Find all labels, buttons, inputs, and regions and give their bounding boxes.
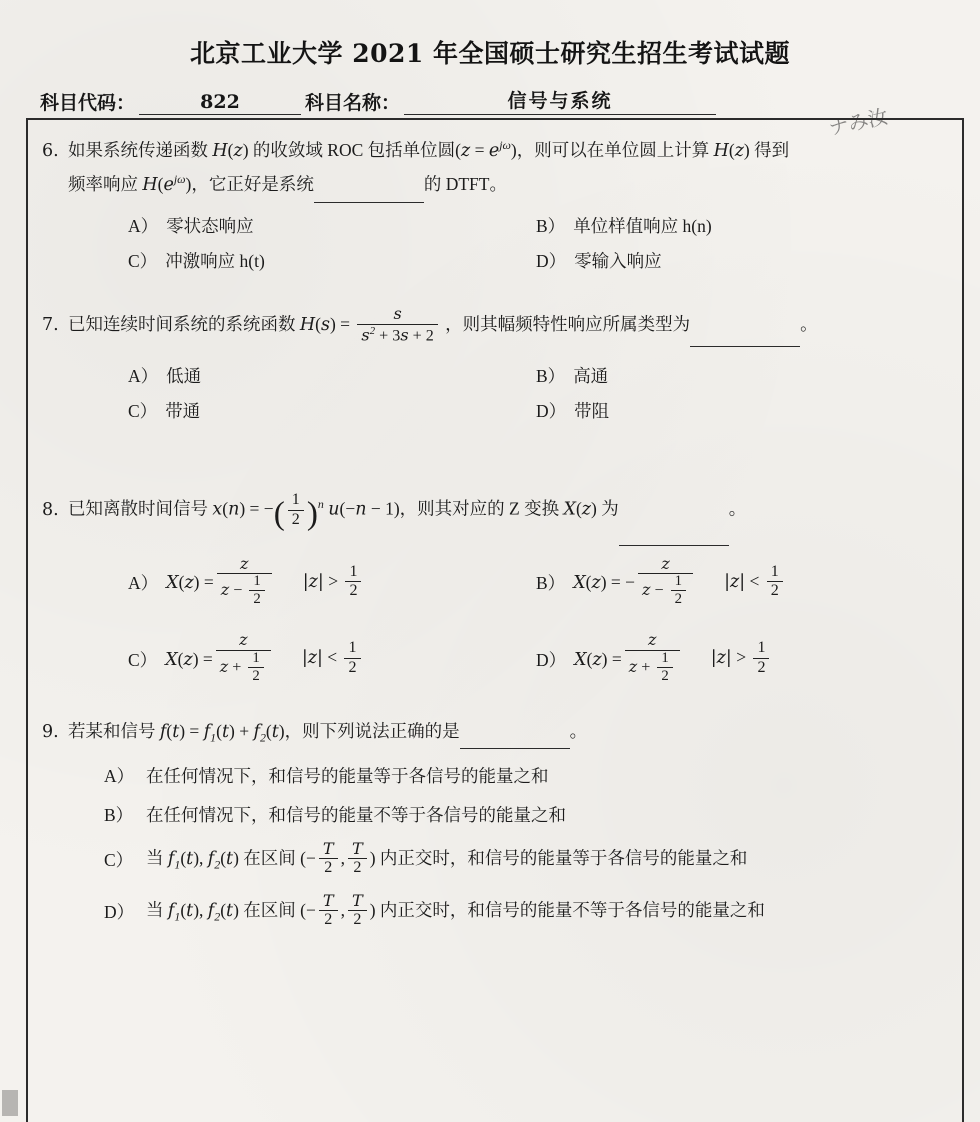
subject-info-row: [0, 70, 980, 115]
question-6-option-c[interactable]: C） 冲激响应 h(t): [128, 251, 265, 272]
page-edge-mark: [2, 1090, 18, 1116]
question-7-option-b[interactable]: B） 高通: [536, 365, 609, 386]
question-7-option-a[interactable]: A） 低通: [128, 365, 202, 386]
question-8-options: [42, 553, 944, 709]
question-9-option-d[interactable]: D） 当 $f_1(t)$, $f_2(t)$ 在区间 (− $\frac{T}{2}$ , $\frac{T}{2}$ ) 内正交时，和信号的能量不等于各信号的能量之和: [104, 890, 765, 929]
question-6-option-d[interactable]: D） 零输入响应: [536, 251, 662, 272]
answer-blank-9[interactable]: [460, 730, 570, 749]
question-8-option-d[interactable]: D） X(z) = z z + $\frac{1}{2}$ |z| > $\frac{1}{2}$: [536, 632, 944, 687]
answer-blank-7[interactable]: [690, 328, 800, 347]
question-9-options: [42, 763, 944, 931]
question-9-text: 若某和信号 $f(t) = f_1(t) + f_2(t)$，则下列说法正确的是 。: [68, 715, 944, 749]
question-8-option-c[interactable]: C） X(z) = z z + $\frac{1}{2}$ |z| < $\frac{1}{2}$: [128, 632, 536, 687]
question-8: [42, 482, 944, 708]
question-frame: [26, 118, 964, 1122]
question-7-option-c[interactable]: C） 带通: [128, 401, 201, 422]
question-8-number: 8.: [42, 500, 59, 521]
question-9-option-b[interactable]: B） 在任何情况下，和信号的能量不等于各信号的能量之和: [104, 804, 566, 825]
question-6-option-a[interactable]: A） 零状态响应: [128, 215, 254, 236]
handwriting-mark-1: ナみ汝: [826, 103, 891, 140]
question-6-text-line2: 频率响应 $H(e^{j\omega})$，它正好是系统 的 DTFT。: [68, 168, 944, 202]
question-6-option-b[interactable]: B） 单位样值响应 h(n): [536, 215, 712, 236]
subject-name-label: 科目名称：: [305, 92, 401, 114]
question-6-text-line1: 如果系统传递函数 H(z) 的收敛域 ROC 包括单位圆$(z = e^{j\omega})$，则可以在单位圆上计算 H(z) 得到: [68, 138, 790, 161]
question-6-options: [42, 209, 944, 281]
question-7-fraction: $\frac{s}{s^2 + 3s + 2}$: [357, 305, 437, 345]
question-9-option-c[interactable]: C） 当 $f_1(t)$, $f_2(t)$ 在区间 (− $\frac{T}{2}$ , $\frac{T}{2}$ ) 内正交时，和信号的能量等于各信号的能量之和: [104, 838, 748, 877]
question-8-option-a[interactable]: A） X(z) = z z − $\frac{1}{2}$ |z| > $\frac{1}{2}$: [128, 556, 536, 611]
question-8-text: 已知离散时间信号 x(n) = −( $\frac{1}{2}$ )$^n$ u(−n − 1)，则其对应的 Z 变换 X(z) 为 。: [68, 482, 944, 545]
question-7: [42, 306, 944, 430]
question-8-option-b[interactable]: B） X(z) = − z z − $\frac{1}{2}$ |z| < $\frac{1}{2}$: [536, 556, 944, 611]
subject-code-value: 822: [139, 91, 301, 115]
question-9-number: 9.: [42, 721, 59, 742]
question-9: [42, 715, 944, 931]
question-7-option-d[interactable]: D） 带阻: [536, 401, 610, 422]
question-7-options: [42, 359, 944, 431]
answer-blank-6[interactable]: [314, 184, 424, 203]
question-7-text: 已知连续时间系统的系统函数 H(s) = $\frac{s}{s^2 + 3s + 2}$ ，则其幅频特性响应所属类型为 。: [68, 306, 944, 346]
question-6: [42, 134, 944, 280]
subject-name-value: 信号与系统: [404, 86, 716, 115]
question-6-number: 6.: [42, 141, 59, 161]
page-title: 北京工业大学 2021 年全国硕士研究生招生考试试题: [190, 39, 790, 68]
answer-blank-8[interactable]: [619, 527, 729, 546]
subject-code-label: 科目代码：: [40, 92, 136, 114]
question-9-option-a[interactable]: A） 在任何情况下，和信号的能量等于各信号的能量之和: [104, 765, 549, 786]
question-7-number: 7.: [42, 315, 59, 336]
